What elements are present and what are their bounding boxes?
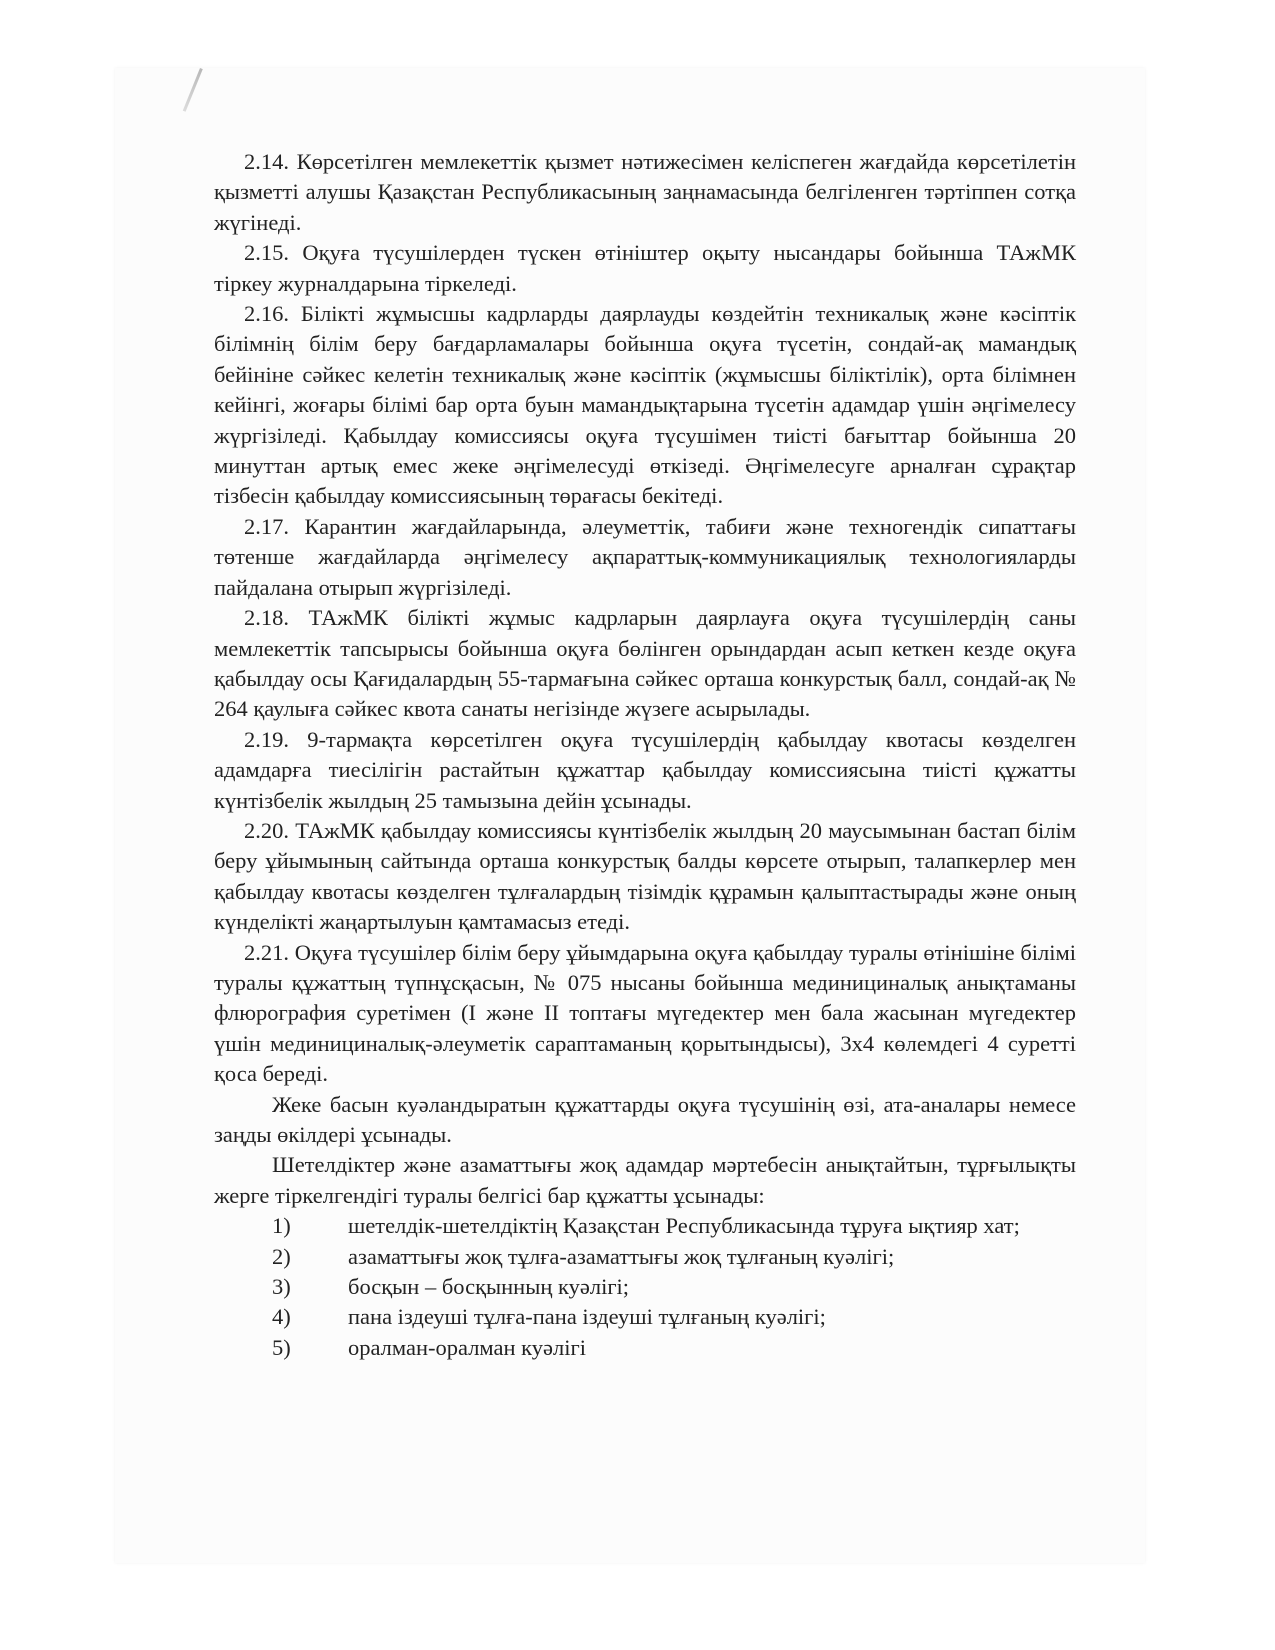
- list-item-text: шетелдік-шетелдіктің Қазақстан Республикасында тұруға ықтияр хат;: [348, 1213, 1020, 1239]
- paragraph-foreigners: Шетелдіктер және азаматтығы жоқ адамдар мәртебесін анықтайтын, тұрғылықты жерге тіркелгендігі туралы белгісі бар құжатты ұсынады:: [214, 1152, 1076, 1208]
- paragraph-2-20: 2.20. ТАжМК қабылдау комиссиясы күнтізбелік жылдың 20 маусымынан бастап білім беру ұйымының сайтында орташа конкурстық балды көрсете отырып, талапкерлер мен қабылдау квотасы көзделген тұлғалардың тізімдік құрамын қалыптастырады және оның күнделікті жаңартылуын қамтамасыз етеді.: [214, 817, 1076, 935]
- list-item-number: 2): [272, 1243, 291, 1269]
- paragraph-2-21: 2.21. Оқуға түсушілер білім беру ұйымдарына оқуға қабылдау туралы өтінішіне білімі туралы құжаттың түпнұсқасын, № 075 нысаны бойынша мединициналық анықтаманы флюрография суретімен (І және ІІ топтағы мүгедектер мен бала жасынан мүгедектер үшін мединициналық-әлеуметік сараптаманың қорытындысы), 3х4 көлемдегі 4 суретті қоса береді.: [214, 939, 1076, 1087]
- document-body: [214, 147, 1076, 1363]
- paragraph-2-17: 2.17. Карантин жағдайларында, әлеуметтік, табиғи және техногендік сипаттағы төтенше жағдайларда әңгімелесу ақпараттық-коммуникациялық технологияларды пайдалана отырып жүргізіледі.: [214, 513, 1076, 600]
- list-item-1: [214, 1211, 1076, 1241]
- paragraph-identity-documents: Жеке басын куәландыратын құжаттарды оқуға түсушінің өзі, ата-аналары немесе заңды өкілдері ұсынады.: [214, 1091, 1076, 1147]
- list-item-number: 1): [272, 1213, 291, 1239]
- list-item-text: босқын – босқынның куәлігі;: [348, 1274, 630, 1300]
- paragraph-2-16: 2.16. Білікті жұмысшы кадрларды даярлауды көздейтін техникалық және кәсіптік білімнің білім беру бағдарламалары бойынша оқуға түсетін, сондай-ақ мамандық бейініне сәйкес келетін техникалық және кәсіптік (жұмысшы біліктілік), орта білімнен кейінгі, жоғары білімі бар орта буын мамандықтарына түсетін адамдар үшін әңгімелесу жүргізіледі. Қабылдау комиссиясы оқуға түсушімен тиісті бағыттар бойынша 20 минуттан артық емес жеке әңгімелесуді өткізеді. Әңгімелесуге арналған сұрақтар тізбесін қабылдау комиссиясының төрағасы бекітеді.: [214, 301, 1076, 509]
- paragraph-2-14: 2.14. Көрсетілген мемлекеттік қызмет нәтижесімен келіспеген жағдайда көрсетілетін қызметті алушы Қазақстан Республикасының заңнамасында белгіленген тәртіппен сотқа жүгінеді.: [214, 149, 1076, 235]
- list-item-text: оралман-оралман куәлігі: [348, 1334, 586, 1360]
- list-item-3: [214, 1272, 1076, 1302]
- paragraph-2-19: 2.19. 9-тармақта көрсетілген оқуға түсушілердің қабылдау квотасы көзделген адамдарға тиесілігін растайтын құжаттар қабылдау комиссиясына тиісті құжатты күнтізбелік жылдың 25 тамызына дейін ұсынады.: [214, 726, 1076, 813]
- list-item-4: [214, 1302, 1076, 1332]
- list-item-number: 3): [272, 1274, 291, 1300]
- list-item-text: азаматтығы жоқ тұлға-азаматтығы жоқ тұлғаның куәлігі;: [348, 1243, 895, 1269]
- paragraph-2-15: 2.15. Оқуға түсушілерден түскен өтініштер оқыту нысандары бойынша ТАжМК тіркеу журналдарына тіркеледі.: [214, 240, 1076, 296]
- list-item-5: [214, 1333, 1076, 1363]
- list-item-text: пана іздеуші тұлға-пана іздеуші тұлғаның куәлігі;: [348, 1304, 826, 1330]
- list-item-2: [214, 1242, 1076, 1272]
- paragraph-2-18: 2.18. ТАжМК білікті жұмыс кадрларын даярлауға оқуға түсушілердің саны мемлекеттік тапсырысы бойынша оқуға бөлінген орындардан асып кеткен кезде оқуға қабылдау осы Қағидалардың 55-тармағына сәйкес орташа конкурстық балл, сондай-ақ № 264 қаулыға сәйкес квота санаты негізінде жүзеге асырылады.: [214, 605, 1076, 722]
- list-item-number: 5): [272, 1334, 291, 1360]
- list-item-number: 4): [272, 1304, 291, 1330]
